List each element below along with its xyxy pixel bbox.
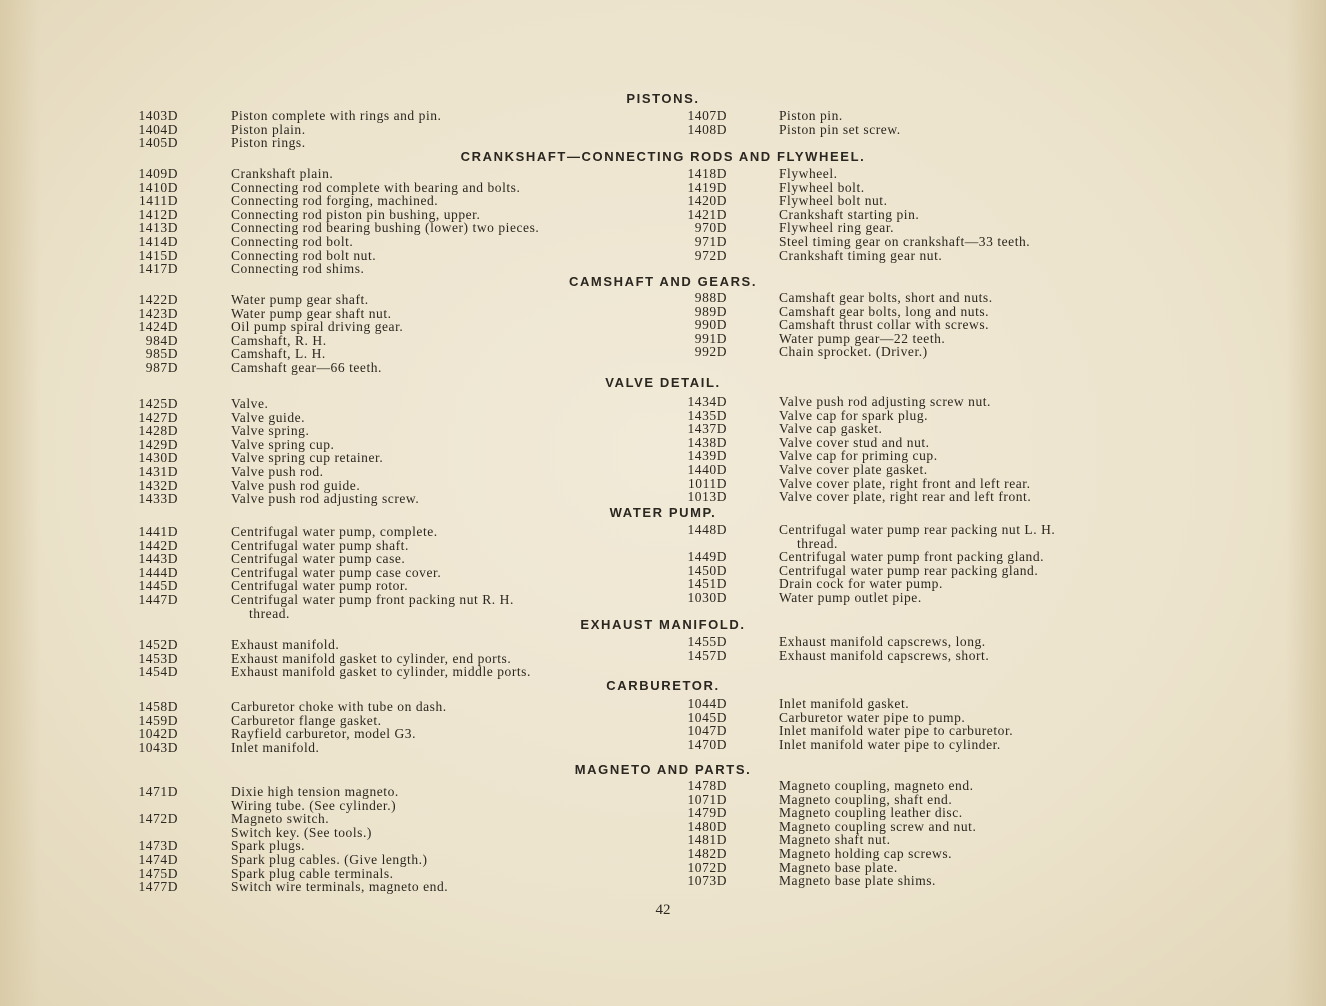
part-description: Crankshaft timing gear nut. xyxy=(779,247,943,263)
part-number: 1443D xyxy=(138,551,178,567)
part-number: 988D xyxy=(694,290,727,305)
part-number: 1444D xyxy=(138,564,178,580)
part-number: 1418D xyxy=(687,166,727,181)
part-description: Magneto holding cap screws. xyxy=(779,846,953,861)
part-description: Valve spring. xyxy=(231,423,310,439)
part-number: 1413D xyxy=(138,220,178,236)
part-description: Inlet manifold water pipe to carburetor. xyxy=(779,723,1014,739)
part-number: 1455D xyxy=(687,634,727,649)
part-description: Centrifugal water pump case cover. xyxy=(231,564,442,580)
part-description: Flywheel bolt. xyxy=(779,179,865,195)
part-number: 991D xyxy=(694,330,727,346)
part-description: Magneto coupling screw and nut. xyxy=(779,818,977,834)
part-number: 1445D xyxy=(138,578,178,594)
part-description: Exhaust manifold gasket to cylinder, end ports. xyxy=(231,650,512,666)
part-number: 1439D xyxy=(687,448,727,464)
part-number: 1431D xyxy=(138,464,178,479)
part-description: Connecting rod shims. xyxy=(231,261,365,277)
part-number: 1450D xyxy=(687,562,727,578)
part-description-continuation: thread. xyxy=(797,535,838,551)
page-number: 42 xyxy=(655,902,671,918)
part-description: Spark plugs. xyxy=(231,838,306,854)
part-description: Crankshaft plain. xyxy=(231,166,334,181)
part-description: Magneto base plate shims. xyxy=(779,873,936,889)
part-description: Connecting rod bearing bushing (lower) two pieces. xyxy=(231,220,540,236)
part-number: 1433D xyxy=(138,491,178,507)
part-description: Piston pin. xyxy=(779,108,843,123)
part-number: 1042D xyxy=(138,726,178,742)
part-number: 1452D xyxy=(138,637,178,652)
part-number: 1451D xyxy=(687,576,727,592)
part-number: 1417D xyxy=(138,261,178,277)
part-description: Valve cap gasket. xyxy=(779,421,883,437)
part-number: 1414D xyxy=(138,234,178,249)
part-number: 1011D xyxy=(688,475,727,491)
part-description: Centrifugal water pump rear packing nut L. H. xyxy=(779,522,1056,537)
part-number: 1449D xyxy=(687,549,727,565)
part-description: Centrifugal water pump front packing gland. xyxy=(779,549,1045,565)
part-description: Valve cover stud and nut. xyxy=(779,434,930,450)
part-description: Connecting rod forging, machined. xyxy=(231,193,439,209)
part-description: Water pump gear shaft. xyxy=(231,292,369,307)
part-number: 987D xyxy=(145,360,178,375)
part-number: 1428D xyxy=(138,423,178,439)
part-number: 1438D xyxy=(687,434,727,450)
section-heading: MAGNETO AND PARTS. xyxy=(574,762,752,777)
part-description: Camshaft thrust collar with screws. xyxy=(779,317,990,333)
part-description: Water pump gear shaft nut. xyxy=(231,305,392,321)
part-number: 1043D xyxy=(138,739,178,755)
part-description: Valve spring cup. xyxy=(231,436,335,452)
part-description: Centrifugal water pump front packing nut R. H. xyxy=(231,592,514,607)
part-description: Drain cock for water pump. xyxy=(779,576,943,592)
part-description: Piston rings. xyxy=(231,135,306,151)
part-description: Magneto coupling, shaft end. xyxy=(779,791,953,807)
part-description: Centrifugal water pump rotor. xyxy=(231,578,409,594)
part-description: Flywheel bolt nut. xyxy=(779,193,888,209)
part-description: Magneto switch. xyxy=(231,811,330,827)
part-number: 1479D xyxy=(687,805,727,821)
part-description: Piston plain. xyxy=(231,121,306,137)
part-description: Valve guide. xyxy=(231,409,306,425)
part-number: 1419D xyxy=(687,179,727,195)
part-number: 1045D xyxy=(687,709,727,725)
part-number: 1441D xyxy=(138,524,178,539)
part-number: 1470D xyxy=(687,736,727,752)
part-description: Wiring tube. (See cylinder.) xyxy=(231,797,397,813)
part-number: 1073D xyxy=(687,873,727,889)
part-description: Magneto coupling, magneto end. xyxy=(779,778,974,793)
part-description: Exhaust manifold gasket to cylinder, middle ports. xyxy=(231,664,531,680)
part-description: Exhaust manifold capscrews, short. xyxy=(779,647,990,663)
part-number: 1405D xyxy=(138,135,178,151)
part-number: 1427D xyxy=(138,409,178,425)
part-number: 1415D xyxy=(138,247,178,263)
part-description: Switch key. (See tools.) xyxy=(231,824,372,840)
part-description: Oil pump spiral driving gear. xyxy=(231,319,404,335)
part-description: Camshaft, R. H. xyxy=(231,332,327,348)
part-description: Valve. xyxy=(231,396,269,411)
part-number: 1072D xyxy=(687,859,727,875)
part-number: 984D xyxy=(145,332,178,348)
section-heading: CAMSHAFT AND GEARS. xyxy=(568,274,758,289)
part-number: 1434D xyxy=(687,394,727,409)
part-number: 1410D xyxy=(138,179,178,195)
part-number: 1429D xyxy=(138,436,178,452)
part-number: 1472D xyxy=(138,811,178,827)
part-description: Valve cover plate gasket. xyxy=(779,462,928,477)
part-description: Steel timing gear on crankshaft—33 teeth. xyxy=(779,234,1031,249)
part-description: Water pump gear—22 teeth. xyxy=(779,330,946,346)
part-number: 1412D xyxy=(138,206,178,222)
part-description: Valve cover plate, right front and left rear. xyxy=(779,475,1031,491)
part-description: Rayfield carburetor, model G3. xyxy=(231,726,417,742)
part-description: Inlet manifold. xyxy=(231,739,320,755)
part-number: 1447D xyxy=(138,592,178,607)
part-number: 1478D xyxy=(687,778,727,793)
part-description: Connecting rod bolt nut. xyxy=(231,247,377,263)
part-number: 1458D xyxy=(138,699,178,714)
part-description: Spark plug cables. (Give length.) xyxy=(231,852,428,867)
part-number: 1457D xyxy=(687,647,727,663)
part-number: 1442D xyxy=(138,537,178,553)
part-description: Spark plug cable terminals. xyxy=(231,865,394,881)
part-description: Carburetor flange gasket. xyxy=(231,712,382,728)
part-number: 1423D xyxy=(138,305,178,321)
part-number: 989D xyxy=(694,303,727,319)
part-number: 1474D xyxy=(138,852,178,867)
part-number: 1404D xyxy=(138,121,178,137)
part-number: 1471D xyxy=(138,784,178,799)
part-description: Exhaust manifold. xyxy=(231,637,340,652)
part-number: 1430D xyxy=(138,450,178,466)
part-number: 1477D xyxy=(138,879,178,895)
part-description: Piston pin set screw. xyxy=(779,121,901,137)
part-description: Water pump outlet pipe. xyxy=(779,590,922,605)
part-number: 1071D xyxy=(687,791,727,807)
part-number: 990D xyxy=(694,317,727,333)
part-description: Magneto base plate. xyxy=(779,859,898,875)
part-description: Camshaft, L. H. xyxy=(231,346,326,362)
part-description: Connecting rod piston pin bushing, upper. xyxy=(231,206,481,222)
part-number: 1420D xyxy=(687,193,727,209)
part-description: Valve cap for priming cup. xyxy=(779,448,938,464)
part-description: Dixie high tension magneto. xyxy=(231,784,399,799)
part-description: Centrifugal water pump, complete. xyxy=(231,524,438,539)
section-heading: WATER PUMP. xyxy=(609,505,717,520)
part-description: Valve cap for spark plug. xyxy=(779,407,929,423)
part-description: Valve spring cup retainer. xyxy=(231,450,384,466)
part-description: Valve push rod. xyxy=(231,464,324,479)
part-description: Inlet manifold water pipe to cylinder. xyxy=(779,736,1001,752)
section-heading: PISTONS. xyxy=(626,91,700,106)
part-number: 1425D xyxy=(138,396,178,411)
part-description: Camshaft gear bolts, short and nuts. xyxy=(779,290,993,305)
part-description: Switch wire terminals, magneto end. xyxy=(231,879,449,895)
part-number: 1432D xyxy=(138,477,178,493)
part-description: Exhaust manifold capscrews, long. xyxy=(779,634,986,649)
part-description: Crankshaft starting pin. xyxy=(779,206,920,222)
part-description: Valve push rod guide. xyxy=(231,477,361,493)
part-number: 1421D xyxy=(687,206,727,222)
part-description: Centrifugal water pump case. xyxy=(231,551,406,567)
part-number: 1475D xyxy=(138,865,178,881)
part-number: 1403D xyxy=(138,108,178,123)
part-number: 1030D xyxy=(687,590,727,605)
part-description: Carburetor choke with tube on dash. xyxy=(231,699,447,714)
section-heading: VALVE DETAIL. xyxy=(605,375,721,390)
part-number: 1448D xyxy=(687,522,727,537)
section-heading: EXHAUST MANIFOLD. xyxy=(580,617,746,632)
part-number: 1482D xyxy=(687,846,727,861)
part-number: 1411D xyxy=(139,193,178,209)
part-description: Flywheel ring gear. xyxy=(779,220,895,236)
part-number: 1481D xyxy=(687,832,727,848)
part-number: 1453D xyxy=(138,650,178,666)
part-number: 1409D xyxy=(138,166,178,181)
part-number: 1437D xyxy=(687,421,727,437)
section-heading: CARBURETOR. xyxy=(606,678,720,693)
part-description: Chain sprocket. (Driver.) xyxy=(779,344,928,360)
part-number: 1424D xyxy=(138,319,178,335)
part-description: Connecting rod bolt. xyxy=(231,234,354,249)
part-description: Valve push rod adjusting screw nut. xyxy=(779,394,991,409)
part-description: Connecting rod complete with bearing and bolts. xyxy=(231,179,521,195)
part-number: 985D xyxy=(145,346,178,362)
part-number: 992D xyxy=(694,344,727,360)
section-heading: CRANKSHAFT—CONNECTING RODS AND FLYWHEEL. xyxy=(460,149,866,164)
part-number: 1435D xyxy=(687,407,727,423)
part-description: Carburetor water pipe to pump. xyxy=(779,709,966,725)
part-description: Magneto coupling leather disc. xyxy=(779,805,963,821)
part-number: 970D xyxy=(694,220,727,236)
part-number: 1473D xyxy=(138,838,178,854)
part-description: Piston complete with rings and pin. xyxy=(231,108,442,123)
part-number: 1047D xyxy=(687,723,727,739)
part-number: 1480D xyxy=(687,818,727,834)
part-number: 1440D xyxy=(687,462,727,477)
part-number: 971D xyxy=(694,234,727,249)
part-number: 1454D xyxy=(138,664,178,680)
part-number: 1407D xyxy=(687,108,727,123)
part-description: Centrifugal water pump rear packing gland. xyxy=(779,562,1039,578)
part-number: 1044D xyxy=(687,696,727,711)
part-description: Flywheel. xyxy=(779,166,838,181)
part-number: 1422D xyxy=(138,292,178,307)
part-number: 1459D xyxy=(138,712,178,728)
part-number: 972D xyxy=(694,247,727,263)
part-description: Camshaft gear—66 teeth. xyxy=(231,360,382,375)
part-description: Valve push rod adjusting screw. xyxy=(231,491,420,507)
part-description: Inlet manifold gasket. xyxy=(779,696,910,711)
part-number: 1013D xyxy=(687,489,727,505)
part-number: 1408D xyxy=(687,121,727,137)
part-description: Centrifugal water pump shaft. xyxy=(231,537,409,553)
part-description-continuation: thread. xyxy=(249,605,290,621)
part-description: Magneto shaft nut. xyxy=(779,832,891,848)
part-description: Valve cover plate, right rear and left front. xyxy=(779,489,1032,505)
part-description: Camshaft gear bolts, long and nuts. xyxy=(779,303,990,319)
